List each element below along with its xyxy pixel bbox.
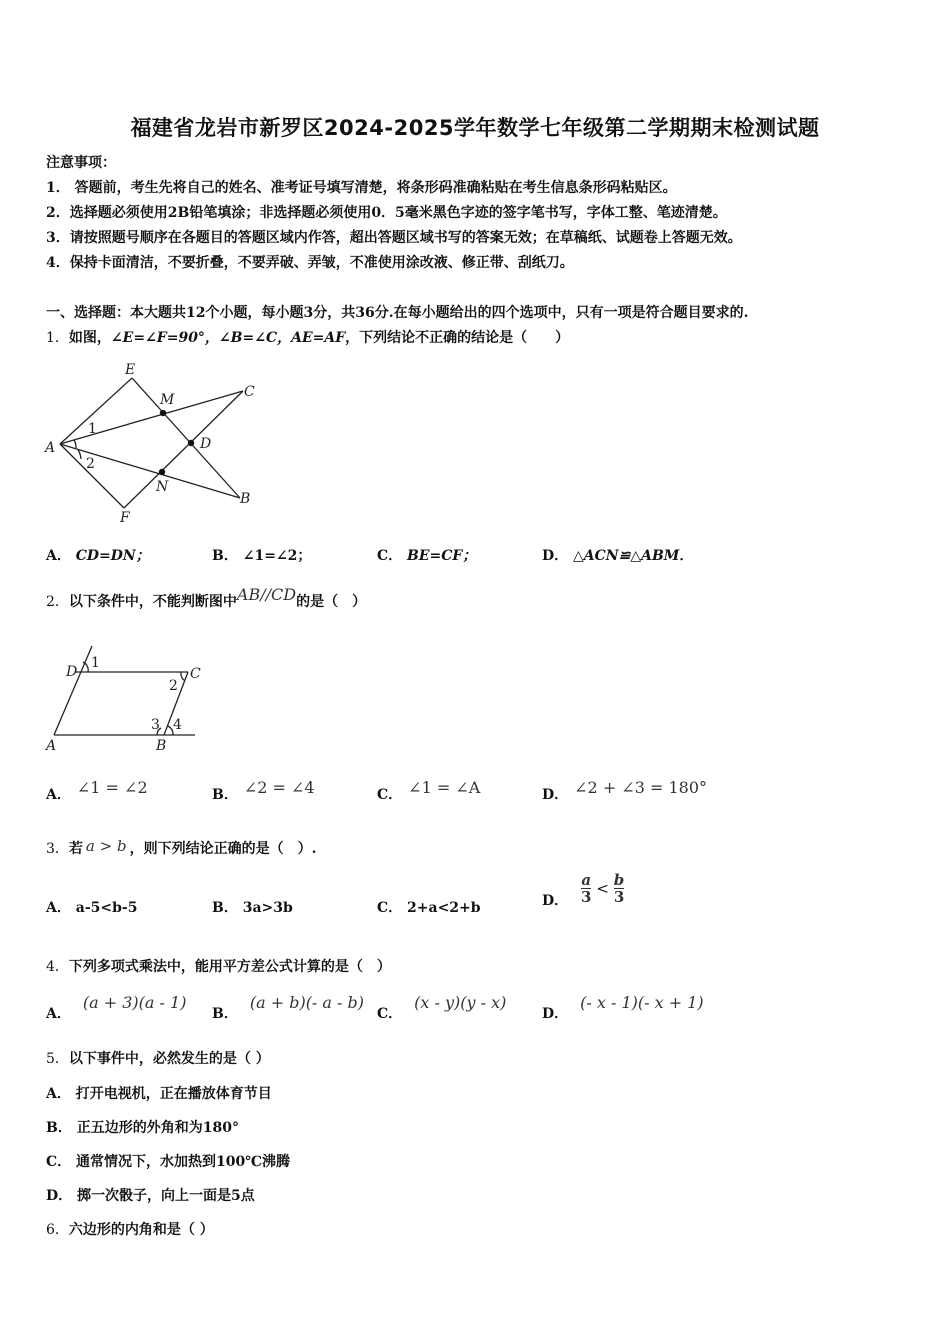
q1-figure bbox=[40, 358, 270, 530]
q5-option-c[interactable] bbox=[46, 1151, 290, 1171]
fig1-label: C bbox=[244, 384, 255, 400]
option-text: CD=DN； bbox=[75, 548, 150, 564]
option-text: 正五边形的外角和为180° bbox=[76, 1120, 239, 1136]
option-label: B． bbox=[212, 1006, 238, 1022]
question-text: 如图， bbox=[68, 330, 111, 346]
option-text: a-5<b-5 bbox=[75, 900, 138, 916]
question-6 bbox=[46, 1219, 214, 1239]
question-number: 6． bbox=[46, 1222, 69, 1238]
option-text: (a + b)(- a - b) bbox=[249, 993, 365, 1012]
point-n bbox=[159, 469, 165, 475]
numerator: b bbox=[613, 871, 625, 889]
option-text: ∠1=∠2； bbox=[242, 548, 312, 564]
option-text: △ACN≌△ABM． bbox=[573, 548, 694, 564]
option-text: (- x - 1)(- x + 1) bbox=[580, 993, 704, 1012]
option-label: B． bbox=[212, 787, 238, 803]
option-label: B． bbox=[212, 548, 238, 564]
numerator: a bbox=[581, 871, 592, 889]
question-number: 4． bbox=[46, 959, 69, 975]
q3-option-b[interactable] bbox=[212, 897, 293, 917]
q4-option-a[interactable] bbox=[46, 993, 187, 1023]
option-text: 打开电视机，正在播放体育节目 bbox=[75, 1086, 272, 1102]
option-label: C． bbox=[377, 548, 403, 564]
q5-option-a[interactable] bbox=[46, 1083, 272, 1103]
option-text: 3a>3b bbox=[242, 900, 293, 916]
question-text: 下列多项式乘法中，能用平方差公式计算的是（ ） bbox=[68, 959, 391, 975]
denominator: 3 bbox=[613, 888, 625, 906]
option-label: D． bbox=[542, 787, 569, 803]
question-number: 5． bbox=[46, 1051, 69, 1067]
q1-option-d[interactable] bbox=[542, 545, 693, 565]
option-label: D． bbox=[46, 1188, 73, 1204]
notice-item: 2．选择题必须使用2B铅笔填涂；非选择题必须使用0．5毫米黑色字迹的签字笔书写，字体工整、笔迹清楚。 bbox=[46, 205, 727, 221]
option-text: BE=CF； bbox=[407, 548, 477, 564]
q2-option-c[interactable] bbox=[377, 778, 481, 804]
q1-option-c[interactable] bbox=[377, 545, 476, 565]
q1-option-a[interactable] bbox=[46, 545, 150, 565]
page-title: 福建省龙岩市新罗区2024-2025学年数学七年级第二学期期末检测试题 bbox=[130, 116, 820, 140]
option-label: C． bbox=[377, 1006, 403, 1022]
question-text: 以下事件中，必然发生的是（ ） bbox=[68, 1051, 270, 1067]
q2-option-d[interactable] bbox=[542, 778, 708, 804]
option-text: ∠2 = ∠4 bbox=[243, 778, 315, 797]
q1-option-b[interactable] bbox=[212, 545, 311, 565]
q5-option-d[interactable] bbox=[46, 1185, 255, 1205]
notice-item: 4．保持卡面清洁，不要折叠，不要弄破、弄皱，不准使用涂改液、修正带、刮纸刀。 bbox=[46, 255, 574, 271]
option-label: D． bbox=[542, 1006, 569, 1022]
q2-figure bbox=[40, 638, 210, 758]
option-label: B． bbox=[46, 1120, 72, 1136]
notice-item: 1． 答题前，考生先将自己的姓名、准考证号填写清楚，将条形码准确粘贴在考生信息条形码粘贴区。 bbox=[46, 180, 677, 196]
option-label: C． bbox=[46, 1154, 72, 1170]
option-label: B． bbox=[212, 900, 238, 916]
fig2-label: 2 bbox=[169, 678, 178, 694]
option-text: (x - y)(y - x) bbox=[414, 993, 507, 1012]
q3-option-c[interactable] bbox=[377, 897, 481, 917]
fig2-label: C bbox=[190, 666, 201, 682]
option-text: ∠1 = ∠2 bbox=[76, 778, 148, 797]
question-text: 的是（ ） bbox=[296, 594, 367, 610]
fig1-label: E bbox=[125, 362, 136, 378]
fig1-label: A bbox=[45, 440, 56, 456]
denominator: 3 bbox=[581, 888, 592, 906]
option-label: A． bbox=[46, 787, 71, 803]
fig1-label: 2 bbox=[86, 456, 95, 472]
question-number: 3． bbox=[46, 841, 69, 857]
question-number: 1． bbox=[46, 330, 69, 346]
fig1-label: B bbox=[240, 491, 251, 507]
q2-option-b[interactable] bbox=[212, 778, 315, 804]
fig1-label: N bbox=[156, 479, 169, 495]
section-heading: 一、选择题：本大题共12个小题，每小题3分，共36分.在每小题给出的四个选项中，只有一项是符合题目要求的. bbox=[46, 305, 749, 321]
fig1-label: M bbox=[160, 392, 175, 408]
point-m bbox=[160, 410, 166, 416]
option-label: A． bbox=[46, 1086, 71, 1102]
option-label: C． bbox=[377, 787, 403, 803]
fraction bbox=[614, 872, 625, 905]
option-label: A． bbox=[46, 900, 71, 916]
question-condition: ∠E=∠F=90°，∠B=∠C，AE=AF bbox=[110, 330, 346, 346]
question-number: 2． bbox=[46, 594, 69, 610]
option-label: A． bbox=[46, 1006, 71, 1022]
fig2-label: 4 bbox=[173, 717, 182, 733]
point-d bbox=[188, 440, 194, 446]
fig1-label: 1 bbox=[88, 421, 97, 437]
fraction bbox=[581, 872, 591, 905]
fig2-label: 3 bbox=[151, 717, 160, 733]
option-text: ∠2 + ∠3 = 180° bbox=[574, 778, 708, 797]
fig2-label: A bbox=[46, 738, 57, 754]
question-expression: a > b bbox=[85, 837, 127, 855]
option-label: C． bbox=[377, 900, 403, 916]
fig1-label: D bbox=[200, 436, 212, 452]
q2-option-a[interactable] bbox=[46, 778, 148, 804]
question-4 bbox=[46, 956, 391, 976]
question-text: ，则下列结论正确的是（ ）. bbox=[129, 841, 317, 857]
q3-option-d[interactable] bbox=[542, 871, 625, 909]
question-text: 六边形的内角和是（ ） bbox=[68, 1222, 214, 1238]
fig1-label: F bbox=[120, 510, 130, 526]
q3-option-a[interactable] bbox=[46, 897, 137, 917]
fig2-label: D bbox=[66, 664, 78, 680]
question-3 bbox=[46, 838, 316, 858]
question-5 bbox=[46, 1048, 270, 1068]
option-label: D． bbox=[542, 892, 569, 909]
fig2-label: B bbox=[156, 738, 167, 754]
question-text: ，下列结论不正确的结论是（ ） bbox=[345, 330, 570, 346]
option-label: D． bbox=[542, 548, 569, 564]
q4-option-b[interactable] bbox=[212, 993, 365, 1023]
q4-option-c[interactable] bbox=[377, 993, 507, 1023]
question-text: 以下条件中，不能判断图中 bbox=[68, 594, 237, 610]
relation-sign: < bbox=[596, 879, 609, 898]
option-text: ∠1 = ∠A bbox=[408, 778, 481, 797]
question-1 bbox=[46, 327, 569, 347]
notice-heading: 注意事项： bbox=[46, 155, 116, 171]
option-label: A． bbox=[46, 548, 71, 564]
question-2 bbox=[46, 585, 367, 611]
question-expression: AB//CD bbox=[236, 585, 297, 604]
option-text: 2+a<2+b bbox=[407, 900, 481, 916]
option-text: (a + 3)(a - 1) bbox=[82, 993, 187, 1012]
notice-item: 3．请按照题号顺序在各题目的答题区域内作答，超出答题区域书写的答案无效；在草稿纸、试题卷上答题无效。 bbox=[46, 230, 742, 246]
option-text: 掷一次骰子，向上一面是5点 bbox=[77, 1188, 255, 1204]
q4-option-d[interactable] bbox=[542, 993, 704, 1023]
question-text: 若 bbox=[68, 841, 83, 857]
q5-option-b[interactable] bbox=[46, 1117, 239, 1137]
option-text: 通常情况下，水加热到100℃沸腾 bbox=[76, 1154, 291, 1170]
fig2-label: 1 bbox=[91, 655, 100, 671]
